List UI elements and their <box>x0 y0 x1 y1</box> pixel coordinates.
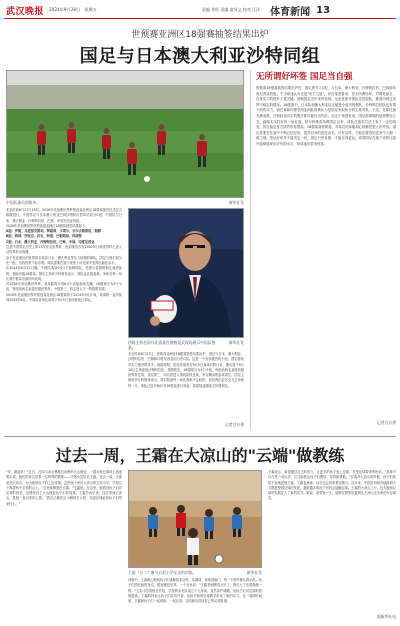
masthead-weekday: 星期五 <box>84 7 97 12</box>
section-name: 体育新闻 <box>270 6 311 18</box>
masthead-editors: 责编 刘怀 责编 童凤文 校对 江洋 <box>201 7 261 12</box>
newspaper-logo: 武汉晚报 <box>6 6 45 17</box>
commentary-author: 记者吕万勇 <box>377 420 396 425</box>
story2-column-1: "来，跑起来！"近日，在四川凉山彝族自治州的大山深处，一群女孩在球场上追逐着足球，她们的身边站着一位特殊的教练——中国女足队长王霜。过去一周，王霜来到大凉山，为当地的孩子们上足球课。这些孩子来自大凉山的五彩小学，学校位于海拔两千多米的山上。"这里就像是在云端。"王霜说。在这里，她看到孩子们对足球的热爱，也感受到了大山深处孩子们的纯真。王霜告诉记者，这次来到大凉山，是她一直以来的心愿。"我自己就是从小踢球长大的，知道足球能给孩子们带来什么。" <box>6 470 122 506</box>
draw-ceremony-credit: 新华社发 <box>228 340 244 345</box>
group-c: C组：日本、澳大利亚、沙特阿拉伯、巴林、中国、印度尼西亚 <box>6 239 95 244</box>
training-photo-caption: 中国队球员训练中。 <box>6 200 41 205</box>
training-photo <box>6 70 244 198</box>
group-a: A组：伊朗、乌兹别克斯坦、阿联酋、卡塔尔、吉尔吉斯斯坦、朝鲜 <box>6 229 101 234</box>
section-divider <box>4 436 396 437</box>
wangshuang-photo-caption: 王霜（左二）参与五彩小学女足的训练。 <box>128 570 197 575</box>
story1-kicker: 世预赛亚洲区18强赛抽签结果出炉 <box>131 30 269 40</box>
draw-ceremony-photo <box>128 208 244 338</box>
story2-headline: 过去一周，王霜在大凉山的"云端"做教练 <box>55 446 345 465</box>
wangshuang-photo-credit: 新华社发 <box>246 570 262 575</box>
wangshuang-photo-illustration <box>129 471 262 568</box>
training-photo-illustration <box>7 71 244 198</box>
story1-body-left <box>6 208 122 426</box>
story2-column-2: 训练中，王霜耐心地给孩子们讲解技术动作，从颠球、传球到射门，每一个细节都认真示范。孩子们围在她的身边，眼里满是崇拜。一个女孩说："王霜老师踢得太好了，我长大了也要像她一样。"五彩小学的校长介绍，学校的女足队成立于几年前，虽然条件简陋，但孩子们对足球的热情很高。王霜的到来让孩子们非常兴奋，也给学校的足球教学带来了新的动力。在一周的时间里，王霜和孩子们一起训练、一起比赛，还给她们讲述自己的足球故事。 <box>128 578 262 604</box>
draw-ceremony-caption: 伊姆主持名国乌比嘉嘉在抽签仪式现场展示中国队签条。 <box>128 340 216 350</box>
draw-ceremony-illustration <box>129 209 244 338</box>
commentary-body: 世预赛18强赛抽签结果出炉后，国足被分入C组，与日本、澳大利亚、沙特阿拉伯、巴林和印度尼西亚同组。不少球迷认为这是"死亡之组"，但在笔者看来，签无所谓好坏，对国足而言，自身实力的提升才是关键。回顾国足近年来的表现，无论是面对强队还是弱队，都曾出现过发挥不稳定的情况。18强赛中，日本队和澳大利亚队无疑是小组内的强队，沙特阿拉伯队也有着不俗的实力。而巴林和印度尼西亚两队则被认为是国足争取积分的主要对象。不过，足球比赛充满变数，任何轻视对手的想法都可能付出代价。从这个角度来说，国足需要做的是调整好心态，踏踏实实打好每一场比赛。伊万科维奇执教国足以来，球队在战术打法上有了一定的改变，但在稳定性方面仍有待提高。18强赛赛程紧凑，对球员的体能和心理都是很大的考验。国足需要在比赛中不断总结经验，提高自身的竞技水平。只有这样，才能在激烈的竞争中占据一席之地。签运好坏并不能决定一切，国足只有自强，才能走得更远。希望国足在接下来的比赛中能够展现出应有的水平，给球迷们带来惊喜。 <box>256 86 396 146</box>
story2-column-3: 王霜表示，希望通过自己的努力，让更多的孩子爱上足球，享受足球带来的快乐。"足球不仅仅是一项运动，它还能教会孩子们团结、坚持和勇敢。"在离开大凉山的时候，孩子们依依不舍地送别王霜。王霜也承诺，以后还会再来看望她们。近年来，中国足协和各地政府大力推进校园足球的发展，越来越多的孩子有机会接触足球。王霜的大凉山之行，也为校园足球的发展注入了新的活力。她说，希望有一天，能够在国家队看到从大凉山走出来的女足球员。 <box>268 470 396 501</box>
commentary-box <box>250 70 396 430</box>
page-number: 13 <box>316 4 331 16</box>
paragraph: 这是中国男足历史上第13次冲击世界杯，此前他们仅在2002年日韩世界杯上进入过世界杯决赛圈。 <box>6 245 122 255</box>
story1-headline: 国足与日本澳大利亚沙特同组 <box>79 46 321 67</box>
story1-body-right: 北京时间6月27日，世预赛亚洲区18强赛抽签结果出炉，国足与日本、澳大利亚、沙特阿拉伯、巴林和印度尼西亚同分在C组。这是一个竞争激烈的小组，国足将面对实力强劲的对手。根据赛程，国足首战将在9月5日客场对阵日本，随后将于9月10日主场迎战沙特阿拉伯。按照规定，18强赛分为3个小组，每组前两名直接晋级世界杯正赛。各组第三、四名将进入第四阶段比赛，争夺剩余的参赛席位。国足主教练伊万科维奇表示，我们知道每一场比赛都不会轻松，但是我们会尽全力去争取每一分。球队已经开始针对18强赛进行准备，希望球迷继续支持国家队。 <box>128 352 244 388</box>
masthead <box>6 2 396 18</box>
commentary-title: 无所谓好坏签 国足当自强 <box>256 72 353 82</box>
training-photo-credit: 新华社发 <box>228 200 244 205</box>
group-b: B组：韩国、伊拉克、约旦、阿曼、巴勒斯坦、科威特 <box>6 234 82 239</box>
masthead-rule <box>4 18 396 19</box>
story1-byline: 记者吕万勇 <box>225 422 244 427</box>
paragraph: 2026年美加墨世界杯预选赛亚洲区18强赛将于2024年9月开赛，赛事将一直持续到2025年6月。中国队首场比赛将于9月5日客场挑战日本队。 <box>6 292 122 303</box>
paragraph: 北京时间6月27日15时，2026年美加墨世界杯预选赛亚洲区18强赛抽签仪式在吉隆坡进行。中国男足与日本澳大利亚巴林沙特阿拉伯印尼同分C组，中国队与日本、澳大利亚、沙特阿拉伯、巴林、印度尼西亚同组。 <box>6 208 122 223</box>
paragraph: 对2026年美加墨世界杯，亚足联将分得8.5个直接参赛名额。18强赛分为3个小组，每组前两名直接晋级世界杯，小组第三、四名进入下一阶段附加赛。 <box>6 282 122 292</box>
paragraph: 由于在亚洲区的世界排名较高日本、澳大利亚等实力较强的球队，国足与他们同分在一组，出线形势不容乐观。球队需要在接下来的十场比赛中发挥出最佳水平。 <box>6 255 122 265</box>
paragraph: 2026年美加墨世界杯预选赛亚洲区18强赛抽签结果如下： <box>6 223 89 228</box>
wangshuang-photo <box>128 470 262 568</box>
masthead-date: 2024年9月28日 <box>49 7 81 12</box>
story2-byline: 据新华社电 <box>377 614 396 619</box>
paragraph: 在2024年6月11日晚，中国队客场0比1不敌韩国队，凭借与泰国的相互战绩优势，惊险晋级18强赛。国足主帅伊万科维奇表示，球队会认真备战，争取在每一场比赛中都拿出最好的表现。 <box>6 266 122 281</box>
